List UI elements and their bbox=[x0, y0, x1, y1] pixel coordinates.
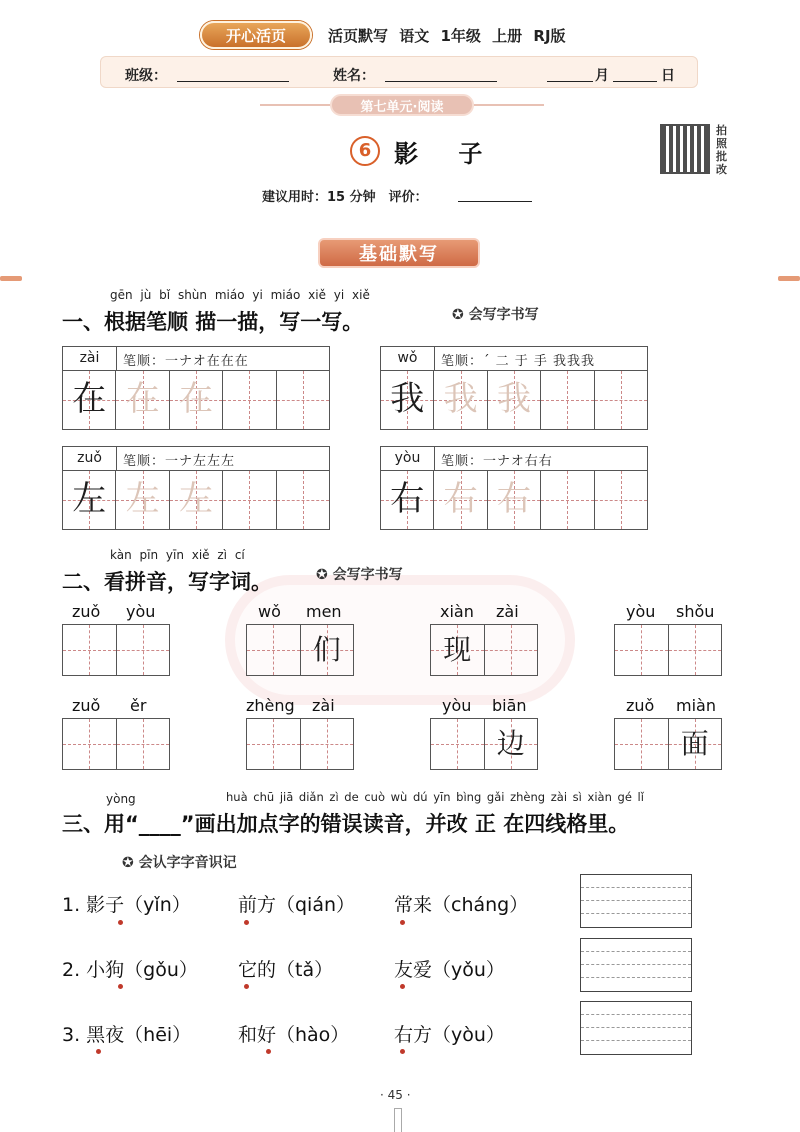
side-bar-left bbox=[0, 276, 22, 281]
model-cell: 在 bbox=[63, 371, 116, 429]
emphasis-dot bbox=[400, 920, 405, 925]
model-cell: 左 bbox=[63, 471, 116, 529]
trace-cell[interactable]: 在 bbox=[170, 371, 223, 429]
word-pinyin: yòu bbox=[442, 696, 472, 715]
trace-cell[interactable]: 左 bbox=[116, 471, 169, 529]
trace-pinyin: wǒ bbox=[381, 347, 435, 370]
s2-hint: ✪ 会写字书写 bbox=[316, 567, 403, 583]
word-pinyin: wǒ bbox=[258, 602, 281, 621]
s1-pinyin: gēn jù bǐ shùn miáo yi miáo xiě yi xiě bbox=[110, 288, 370, 302]
word-pinyin: zài bbox=[312, 696, 335, 715]
trace-box-zai bbox=[62, 346, 330, 430]
s2-title: 二、看拼音，写字词。 bbox=[62, 570, 272, 594]
trace-strokes: 笔顺：一ナオ右右 bbox=[441, 454, 553, 469]
word-pinyin: zhèng bbox=[246, 696, 295, 715]
month-label: 月 bbox=[595, 68, 609, 84]
trace-cell[interactable]: 我 bbox=[488, 371, 541, 429]
subject-label: 语文 bbox=[399, 26, 430, 45]
write-cell[interactable] bbox=[277, 371, 329, 429]
trace-pinyin: zài bbox=[63, 347, 117, 370]
volume-label: 上册 bbox=[492, 26, 523, 45]
header-meta bbox=[328, 25, 566, 46]
trace-box-wo bbox=[380, 346, 648, 430]
month-field[interactable] bbox=[547, 81, 593, 82]
s3-item: 和好（hào） bbox=[238, 1024, 350, 1046]
trace-pinyin: zuǒ bbox=[63, 447, 117, 470]
unit-divider-left bbox=[260, 104, 330, 106]
word-pinyin: xiàn bbox=[440, 602, 474, 621]
s3-item: 1. 影子（yǐn） bbox=[62, 894, 191, 916]
word-pinyin: shǒu bbox=[676, 602, 715, 621]
four-line-grid[interactable] bbox=[580, 1001, 692, 1055]
trace-cell[interactable]: 右 bbox=[434, 471, 487, 529]
trace-pinyin: yòu bbox=[381, 447, 435, 470]
write-cell[interactable] bbox=[595, 471, 647, 529]
write-cell[interactable] bbox=[223, 471, 276, 529]
word-grid[interactable]: 们 bbox=[246, 624, 354, 676]
word-pinyin: zuǒ bbox=[626, 696, 655, 715]
day-field[interactable] bbox=[613, 81, 657, 82]
emphasis-dot bbox=[96, 1049, 101, 1054]
s3-item: 右方（yòu） bbox=[394, 1024, 505, 1046]
qr-caption: 拍照批改 bbox=[716, 124, 727, 176]
s3-item: 3. 黑夜（hēi） bbox=[62, 1024, 192, 1046]
unit-divider-right bbox=[474, 104, 544, 106]
footer-mark bbox=[394, 1108, 402, 1132]
unit-badge: 第七单元·阅读 bbox=[330, 94, 474, 116]
word-grid[interactable]: 面 bbox=[614, 718, 722, 770]
write-cell[interactable] bbox=[277, 471, 329, 529]
header bbox=[200, 20, 566, 50]
word-grid[interactable] bbox=[614, 624, 722, 676]
emphasis-dot bbox=[118, 984, 123, 989]
word-grid[interactable] bbox=[62, 718, 170, 770]
class-label: 班级： bbox=[125, 68, 167, 84]
word-pinyin: zuǒ bbox=[72, 602, 101, 621]
s3-item: 前方（qián） bbox=[238, 894, 356, 916]
trace-box-zuo bbox=[62, 446, 330, 530]
evaluation-field[interactable] bbox=[458, 201, 532, 202]
s1-title: 一、根据笔顺 描一描，写一写。 bbox=[62, 310, 364, 334]
write-cell[interactable] bbox=[223, 371, 276, 429]
word-grid[interactable] bbox=[62, 624, 170, 676]
s3-pinyin: huà chū jiā diǎn zì de cuò wù dú yīn bìng gǎi zhèng zài sì xiàn gé lǐ bbox=[226, 790, 644, 804]
s3-title: 三、用“____”画出加点字的错误读音，并改 正 在四线格里。 bbox=[62, 812, 630, 836]
page-number: · 45 · bbox=[380, 1088, 411, 1102]
word-grid[interactable] bbox=[246, 718, 354, 770]
grade-label: 1年级 bbox=[440, 26, 481, 45]
name-label: 姓名： bbox=[333, 68, 375, 84]
word-pinyin: men bbox=[306, 602, 342, 621]
word-pinyin: yòu bbox=[126, 602, 156, 621]
name-field[interactable] bbox=[385, 81, 497, 82]
qr-code-icon[interactable] bbox=[660, 124, 710, 174]
emphasis-dot bbox=[118, 920, 123, 925]
lesson-title: 影 子 bbox=[394, 140, 499, 168]
student-info-bar bbox=[100, 56, 698, 88]
trace-strokes: 笔顺：一ナ左左左 bbox=[123, 454, 236, 469]
trace-cell[interactable]: 在 bbox=[116, 371, 169, 429]
side-bar-right bbox=[778, 276, 800, 281]
class-field[interactable] bbox=[177, 81, 289, 82]
emphasis-dot bbox=[400, 1049, 405, 1054]
word-grid[interactable]: 现 bbox=[430, 624, 538, 676]
word-pinyin: biān bbox=[492, 696, 527, 715]
s3-item: 2. 小狗（gǒu） bbox=[62, 959, 198, 981]
section-banner: 基础默写 bbox=[318, 238, 480, 268]
word-pinyin: miàn bbox=[676, 696, 716, 715]
s3-item: 它的（tǎ） bbox=[238, 959, 334, 981]
model-cell: 右 bbox=[381, 471, 434, 529]
trace-strokes: 笔顺：一ナオ在在在 bbox=[123, 354, 249, 369]
emphasis-dot bbox=[266, 1049, 271, 1054]
edition-label: RJ版 bbox=[533, 26, 566, 45]
trace-strokes: 笔顺：ˊ 二 于 手 我我我 bbox=[441, 354, 596, 369]
series-label: 活页默写 bbox=[328, 26, 389, 45]
write-cell[interactable] bbox=[541, 371, 594, 429]
trace-cell[interactable]: 右 bbox=[488, 471, 541, 529]
s1-hint: ✪ 会写字书写 bbox=[452, 307, 539, 323]
trace-box-you bbox=[380, 446, 648, 530]
s2-pinyin: kàn pīn yīn xiě zì cí bbox=[110, 548, 245, 562]
model-cell: 我 bbox=[381, 371, 434, 429]
s3-hint: ✪ 会认字字音识记 bbox=[122, 855, 237, 871]
emphasis-dot bbox=[400, 984, 405, 989]
write-cell[interactable] bbox=[595, 371, 647, 429]
lesson-number: 6 bbox=[350, 136, 380, 166]
brand-logo: 开心活页 bbox=[200, 21, 312, 49]
word-pinyin: zài bbox=[496, 602, 519, 621]
four-line-grid[interactable] bbox=[580, 938, 692, 992]
emphasis-dot bbox=[244, 984, 249, 989]
s3-item: 友爱（yǒu） bbox=[394, 959, 505, 981]
word-pinyin: zuǒ bbox=[72, 696, 101, 715]
write-cell[interactable] bbox=[541, 471, 594, 529]
word-pinyin: yòu bbox=[626, 602, 656, 621]
emphasis-dot bbox=[244, 920, 249, 925]
day-label: 日 bbox=[661, 68, 675, 84]
time-note: 建议用时：15 分钟 评价： bbox=[262, 190, 428, 205]
s3-pinyin-yong: yòng bbox=[106, 792, 136, 806]
trace-cell[interactable]: 左 bbox=[170, 471, 223, 529]
trace-cell[interactable]: 我 bbox=[434, 371, 487, 429]
word-pinyin: ěr bbox=[130, 696, 147, 715]
word-grid[interactable]: 边 bbox=[430, 718, 538, 770]
s3-item: 常来（cháng） bbox=[394, 894, 529, 916]
four-line-grid[interactable] bbox=[580, 874, 692, 928]
